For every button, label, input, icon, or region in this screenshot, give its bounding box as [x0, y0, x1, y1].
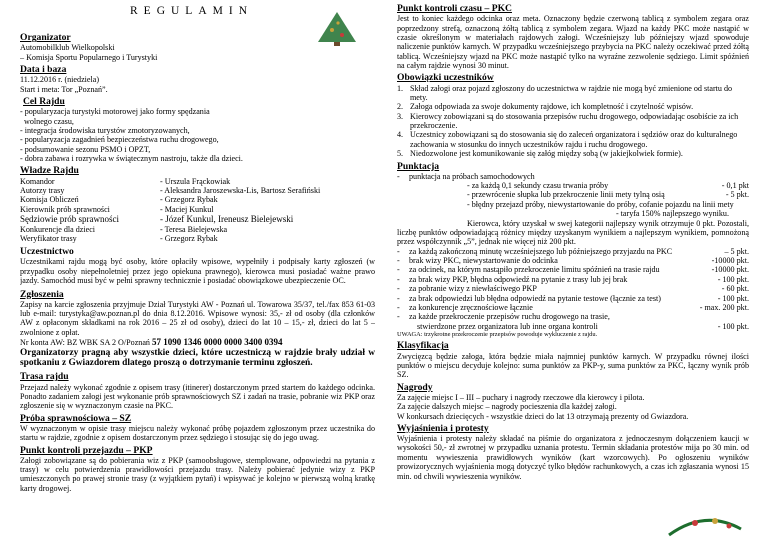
classification-text: Zwycięzcą będzie załoga, która będzie miała najmniej punktów karnych. W przypadku równej ilości punktów o miejscu decyduje kolejno: suma punktów za PKP-y, suma punktów za PKC, łączny wynik prób SZ. [397, 351, 749, 380]
goal-line: - podsumowanie sezonu PSMO i OPZT, [20, 144, 151, 154]
authorities-heading: Władze Rajdu [20, 165, 79, 177]
participation-text: Uczestnikami rajdu mogą być osoby, które opłaciły wpisowe, wypełniły i podpisały karty zgłoszeń (w przypadku osoby niepełnoletniej przez jego opiekuna prawnego), kierowca musi posiadać ważne prawo jazdy. Samochód musi być w pełni sprawny technicznie i posiadać obowiązkowe ubezpieczenie OC. [20, 257, 375, 286]
organizer-line-2: – Komisja Sportu Popularnego i Turystyki [20, 52, 158, 62]
prize-line: Za zajęcie dalszych miejsc – nagrody pocieszenia dla każdej załogi. [397, 402, 617, 412]
goal-line: - popularyzacja turystyki motorowej jako formy spędzania [20, 107, 210, 117]
goal-line: - integracja środowiska turystów zmotoryzowanych, [20, 125, 190, 135]
skill-test-heading: Próba sprawnościowa – SZ [20, 412, 132, 424]
list-item: 4. Uczestnicy zobowiązani są do stosowania się do zaleceń organizatora i sędziów oraz do kulturalnego zachowania w stosunku do innych uczestników rajdu i ruchu drogowego. [397, 130, 738, 149]
registration-text: Zapisy na karcie zgłoszenia przyjmuje Dział Turystyki AW - Poznań ul. Towarowa 35/37, tel./fax 853 61-03 lub e-mail: turystyka@aw.poznan.pl do dnia 8.12.2016. Wpisowe wynosi: 35,- zł od osoby (dla członków AW z opłaconym składkami na rok 2016 – 25 zł od osoby), dzieci do lat 10 – 15,- zł, dzieci do lat 5 – zwolnione z opłat. [20, 299, 375, 337]
list-item: 2. Załoga odpowiada za swoje dokumenty rajdowe, ich kompletność i czytelność wpisów. [397, 102, 694, 112]
bank-account-prefix: Nr konta AW: BZ WBK SA 2 O/Poznań [20, 338, 152, 348]
penalty-row: - za pobranie wizy z niewłaściwego PKP - 60 pkt. [397, 284, 749, 294]
appeals-heading: Wyjaśnienia i protesty [397, 422, 489, 434]
duties-list [397, 84, 749, 159]
date-line-1: 11.12.2016 r. (niedziela) [20, 75, 100, 85]
prize-line: Za zajęcie miejsc I – III – puchary i nagrody rzeczowe dla kierowcy i pilota. [397, 392, 645, 402]
penalty-row: - za odcinek, na którym nastąpiło przekroczenie limitu spóźnień na trasie rajdu -10000 pkt. [397, 265, 749, 275]
goal-heading: Cel Rajdu [23, 96, 65, 108]
authority-role: Konkurencje dla dzieci [20, 224, 96, 234]
goal-line: - popularyzacja zagadnień bezpieczeństwa ruchu drogowego, [20, 135, 219, 145]
scoring-intro: - punktacja na próbach samochodowych [397, 171, 535, 181]
scoring-text: Kierowca, który uzyskał w swej kategorii najlepszy wynik otrzymuje 0 pkt. Pozostali, liczbę punktów odpowiadającą różnicy między uzyskanym wynikiem a najlepszym wynikiem, pomnożoną przez współczynnik „5”, jednak nie więcej niż 200 pkt. [397, 218, 749, 247]
penalty-row: - brak wizy PKC, niewystartowanie do odcinka -10000 pkt. [397, 256, 749, 265]
classification-heading: Klasyfikacja [397, 340, 449, 352]
goal-line: - dobra zabawa i rozrywka w świątecznym nastroju, także dla dzieci. [20, 154, 243, 164]
authority-role: Komisja Obliczeń [20, 195, 79, 205]
scoring-sub-item: - przewrócenie słupka lub przekroczenie linii mety tylną osią - 5 pkt. [467, 190, 749, 200]
authority-name: - Grzegorz Rybak [160, 233, 218, 243]
authority-role: Sędziowie prób sprawności [20, 214, 119, 225]
prizes-heading: Nagrody [397, 381, 433, 393]
date-heading: Data i baza [20, 64, 67, 76]
list-item: 5. Niedozwolone jest komunikowanie się załóg między sobą (w jakiejkolwiek formie). [397, 149, 683, 159]
authority-name: - Grzegorz Rybak [160, 195, 218, 205]
scoring-sub-item: - błędny przejazd próby, niewystartowanie do próby, cofanie pojazdu na linii mety [467, 199, 734, 209]
organizer-line-1: Automobilklub Wielkopolski [20, 43, 115, 53]
authority-role: Komandor [20, 176, 55, 186]
pkc-text: Jest to koniec każdego odcinka oraz meta. Oznaczony będzie czerwoną tablicą z symbolem zegara oraz poprzedzony strefą, oznaczoną żółtą tablicą z symbolem zegara. Wjazd na każdy PKC może nastąpić w czasie określonym w materiałach rajdowych załogi. Wcześniejszy lub późniejszy wjazd spowoduje naliczenie punktów karnych. W przypadku wcześniejszego przybycia na PKC należy oczekiwać przed żółtą tablicą. Wcześniejszy wjazd na PKC może nastąpić tylko na wyraźne zezwolenie sędziego. Limit spóźnień na całym rajdzie wynosi 30 minut. [397, 14, 749, 70]
penalty-row: - za każdą zakończoną minutę wcześniejszego lub późniejszego przyjazdu na PKC – 5 pkt. [397, 246, 749, 256]
authority-name: - Maciej Kunkul [160, 204, 214, 214]
route-heading: Trasa rajdu [20, 371, 69, 383]
penalty-row: - za brak wizy PKP, błędna odpowiedź na pytanie z trasy lub jej brak - 100 pkt. [397, 274, 749, 284]
authority-name: - Teresa Bielejewska [160, 224, 228, 234]
duties-heading: Obowiązki uczestników [397, 72, 494, 84]
authorities-table [20, 177, 375, 244]
warning-note: UWAGA: trzykrotne przekroczenie przepisów powoduje wykluczenie z rajdu. [397, 331, 598, 338]
bank-account-number: 57 1090 1346 0000 0000 3400 0394 [152, 337, 283, 348]
authority-role: Autorzy trasy [20, 185, 65, 195]
pkp-text: Załogi zobowiązane są do pobierania wiz z PKP (samoobsługowe, stemplowane, odpowiedzi na pytania z trasy) w celu potwierdzenia prawidłowości przejazdu trasy. Należy pobierać jedynie wizy z PKP umieszczonych po prawej stronie trasy (z wyjątkiem pytań) i wpisywać je kolejno w pierwszą wolną kratkę karty drogowej. [20, 455, 375, 493]
authority-role: Weryfikator trasy [20, 233, 77, 243]
penalty-row: - za każde przekroczenie przepisów ruchu drogowego na trasie, [397, 312, 610, 322]
prize-line: W konkursach dziecięcych - wszystkie dzieci do lat 13 otrzymają prezenty od Gwiazdora. [397, 411, 689, 421]
appeals-text: Wyjaśnienia i protesty należy składać na piśmie do organizatora z jednoczesnym dołączeniem kaucji w wysokości 50,- zł zwrotnej w przypadku uznania protestu. Termin składania protestów mija po 30 min. od momentu wywieszenia prawidłowych wyników (kart wzorcowych). Po ogłoszeniu wyników prowizorycznych wyjaśnienia mogą dotyczyć tylko błędów rachunkowych, a czas ich zgłaszania wynosi 15 min. od chwili wywieszenia wyników. [397, 434, 749, 481]
right-column [397, 0, 749, 543]
christmas-star-decoration-icon [665, 505, 745, 539]
authority-role: Kierownik prób sprawności [20, 204, 110, 214]
pkc-heading: Punkt kontroli czasu – PKC [397, 3, 512, 14]
authority-name: - Józef Kunkul, Ireneusz Bielejewski [160, 214, 294, 225]
pkp-heading: Punkt kontroli przejazdu – PKP [20, 444, 153, 456]
authority-name: - Aleksandra Jaroszewska-Lis, Bartosz Serafiński [160, 185, 321, 195]
registration-heading: Zgłoszenia [20, 288, 64, 300]
scoring-sub-item: - za każdą 0,1 sekundy czasu trwania próby - 0,1 pkt [467, 181, 749, 190]
bank-account [20, 337, 375, 347]
list-item: 1. Skład załogi oraz pojazd zgłoszony do uczestnictwa w rajdzie nie mogą być zmienione od startu do mety. [397, 83, 733, 102]
skill-test-text: W wyznaczonym w opisie trasy miejscu należy wykonać próbę pojazdem zgłoszonym przez uczestnika do startu w rajdzie, zgodnie z opisem dostarczonym przez sędziego i stosując się do jego uwag. [20, 423, 375, 443]
list-item: 3. Kierowcy zobowiązani są do stosowania przepisów ruchu drogowego, odpowiadając osobiście za ich przekroczenie. [397, 111, 739, 130]
left-column [20, 0, 375, 543]
organizer-appeal: Organizatorzy pragną aby wszystkie dzieci, które uczestniczą w rajdzie brały udział w spotkaniu z Gwiazdorem dlatego proszą o dotrzymanie terminu zgłoszeń. [20, 347, 375, 369]
date-line-2: Start i meta: Tor „Poznań”. [20, 84, 108, 94]
document-title: REGULAMIN [130, 5, 253, 17]
penalties-list [397, 247, 749, 331]
penalty-row: stwierdzone przez organizatora lub inne organa kontroli - 100 pkt. [417, 321, 749, 331]
scoring-heading: Punktacja [397, 160, 440, 172]
penalty-row: - za brak odpowiedzi lub błędna odpowiedź na pytanie testowe (łącznie za test) - 100 pkt. [397, 293, 749, 303]
scoring-sub-item: - taryfa 150% najlepszego wyniku. [615, 209, 729, 219]
participation-heading: Uczestnictwo [20, 246, 74, 258]
organizer-heading: Organizator [20, 32, 71, 44]
authority-name: - Urszula Frąckowiak [160, 176, 231, 186]
christmas-tree-decoration-icon [312, 10, 362, 46]
penalty-row: - za konkurencje zręcznościowe łącznie - max. 200 pkt. [397, 302, 749, 312]
route-text: Przejazd należy wykonać zgodnie z opisem trasy (itinerer) dostarczonym przed startem do każdego odcinka. Ponadto zadaniem załogi jest wykonanie prób sprawnościowych SZ i zadań na trasie, pobranie wiz PKP oraz zgłoszenie się w wyznaczonym czasie na PKC. [20, 382, 375, 411]
goal-line: wolnego czasu, [24, 116, 74, 126]
